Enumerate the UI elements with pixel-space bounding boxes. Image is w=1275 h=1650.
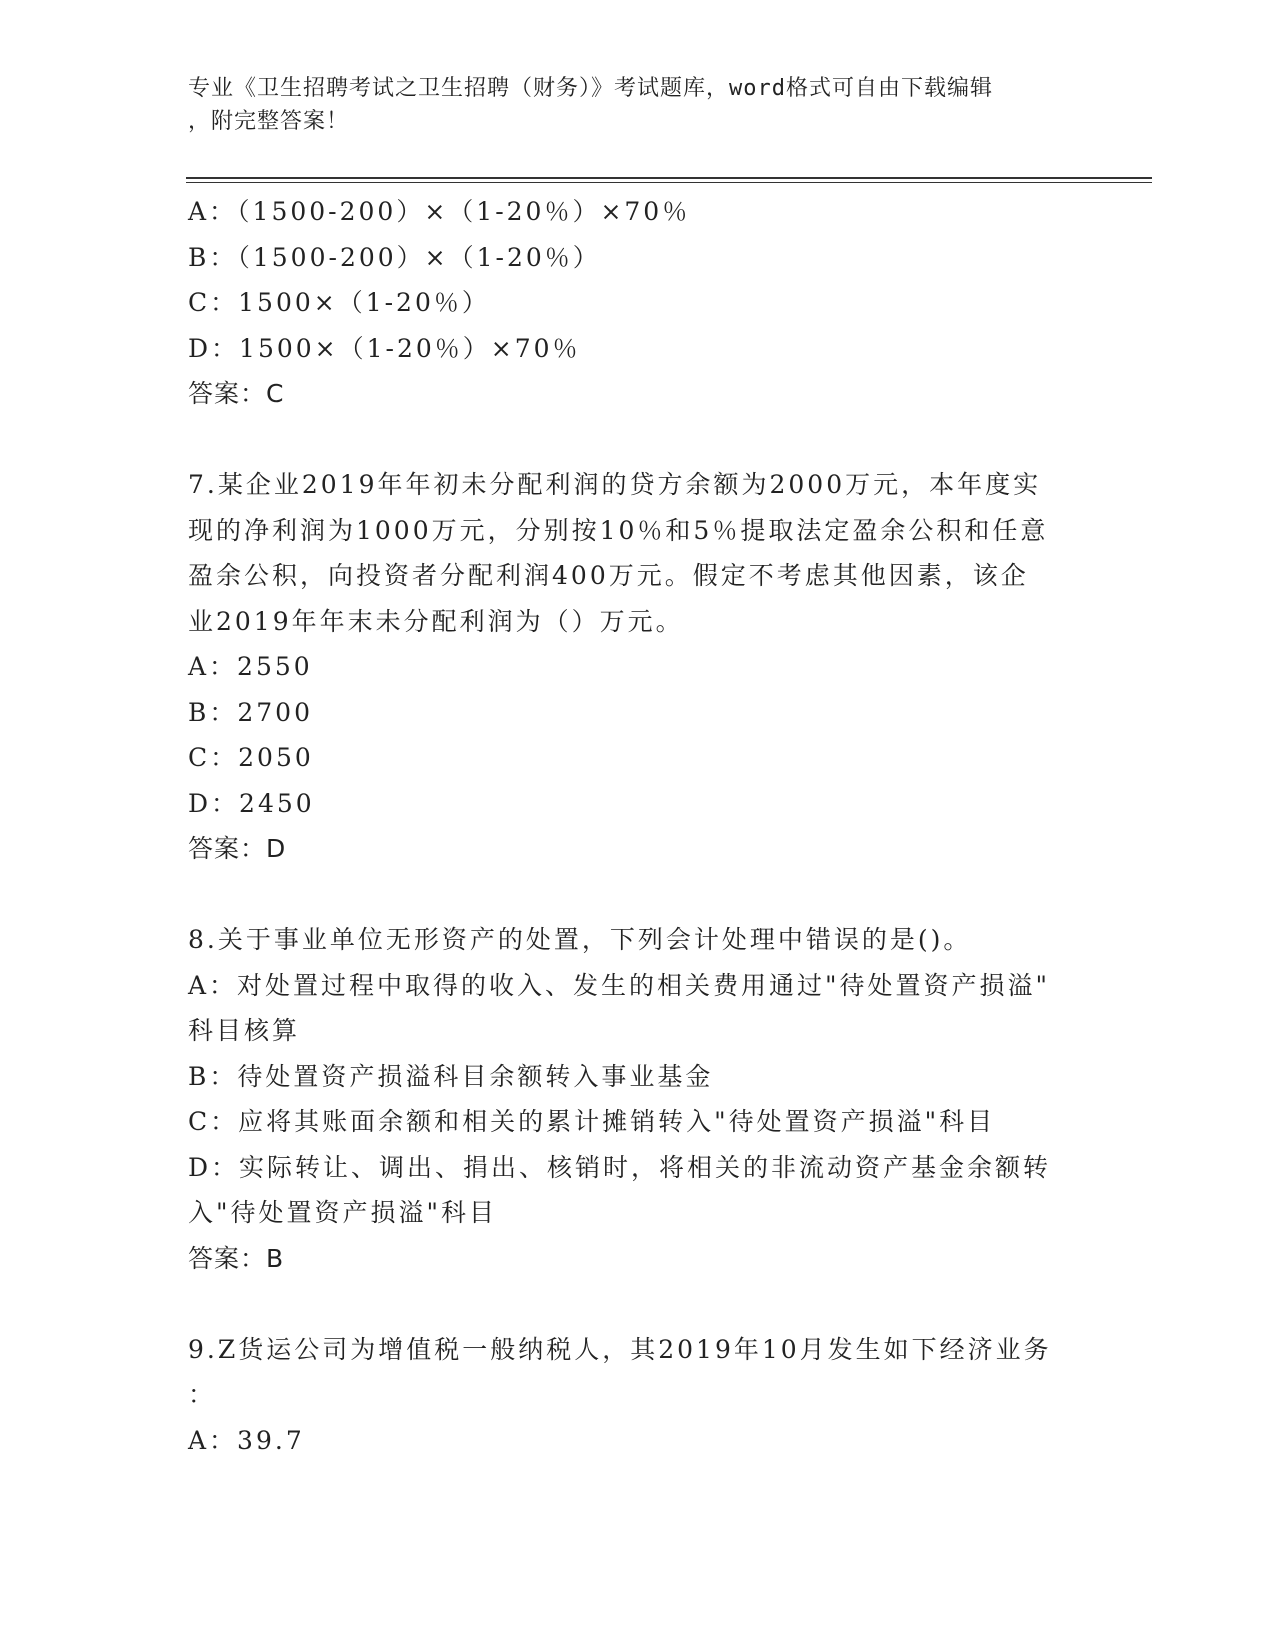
option-d-continued: 入"待处置资产损溢"科目 [188,1198,497,1227]
spacer [188,1281,1088,1327]
header-divider-thick [186,177,1152,179]
document-header [188,72,1068,138]
option-b: B：2700 [188,697,313,727]
option-a: A：39.7 [188,1425,305,1455]
answer-label: 答案：B [188,1243,285,1273]
option-a: A：对处置过程中取得的收入、发生的相关费用通过"待处置资产损溢" [188,970,1051,1000]
option-c: C：应将其账面余额和相关的累计摊销转入"待处置资产损溢"科目 [188,1107,996,1136]
answer-label: 答案：D [188,834,287,863]
option-b: B：（1500-200）×（1-20％） [188,242,601,272]
question-7 [188,462,1088,872]
spacer [188,872,1088,918]
header-divider-thin [186,182,1152,183]
question-6 [188,189,1088,417]
question-stem-line: 9.Z货运公司为增值税一般纳税人，其2019年10月发生如下经济业务 [188,1334,1052,1364]
question-list [188,189,1088,1463]
question-stem-line: 8.关于事业单位无形资产的处置，下列会计处理中错误的是()。 [188,925,972,954]
question-stem-line: 7.某企业2019年年初未分配利润的贷方余额为2000万元，本年度实 [188,470,1042,499]
option-a: A：2550 [188,652,313,681]
option-a: A：（1500-200）×（1-20％）×70％ [188,197,691,226]
question-8 [188,917,1088,1281]
answer-label: 答案：C [188,379,285,408]
header-line-2: ，附完整答案！ [188,109,350,134]
question-stem-line: 现的净利润为1000万元，分别按10％和5％提取法定盈余公积和任意 [188,515,1049,545]
question-stem-line: ： [188,1380,217,1409]
option-c: C：2050 [188,743,314,772]
option-d: D：实际转让、调出、捐出、核销时，将相关的非流动资产基金余额转 [188,1152,1052,1182]
option-a-continued: 科目核算 [188,1016,301,1045]
header-line-1: 专业《卫生招聘考试之卫生招聘（财务）》考试题库，word格式可自由下载编辑 [188,76,993,101]
spacer [188,417,1088,463]
question-stem-line: 盈余公积，向投资者分配利润400万元。假定不考虑其他因素，该企 [188,561,1029,590]
option-d: D：2450 [188,788,315,818]
option-c: C：1500×（1-20％） [188,288,490,317]
option-b: B：待处置资产损溢科目余额转入事业基金 [188,1061,714,1091]
question-9 [188,1327,1088,1464]
question-stem-line: 业2019年年末未分配利润为（）万元。 [188,606,684,636]
option-d: D：1500×（1-20％）×70％ [188,333,581,363]
